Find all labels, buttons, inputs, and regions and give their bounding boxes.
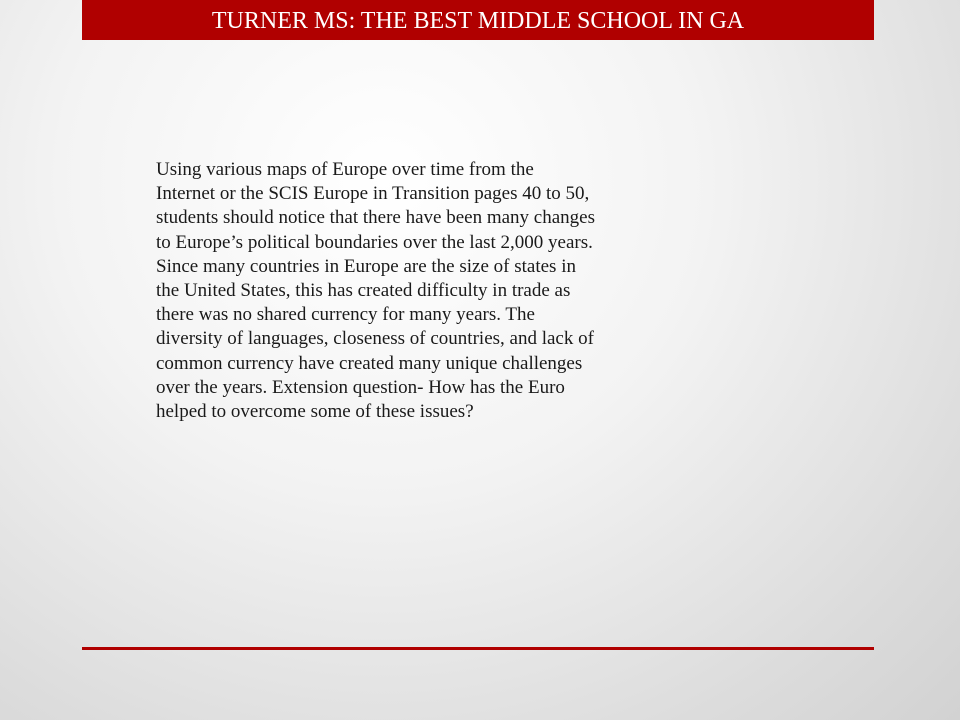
body-line: to Europe’s political boundaries over the last 2,000 years.	[156, 231, 593, 253]
body-line: students should notice that there have been many changes	[156, 207, 595, 229]
body-line: over the years. Extension question- How has the Euro	[156, 376, 565, 398]
body-line: Since many countries in Europe are the size of states in	[156, 255, 576, 277]
title-banner	[82, 0, 874, 40]
body-line: the United States, this has created difficulty in trade as	[156, 280, 571, 302]
slide-title: TURNER MS: THE BEST MIDDLE SCHOOL IN GA	[211, 7, 745, 34]
body-line: common currency have created many unique challenges	[156, 352, 583, 374]
body-line: Using various maps of Europe over time from the	[156, 159, 534, 180]
footer-divider	[82, 647, 874, 650]
body-paragraph	[156, 158, 731, 424]
body-line: helped to overcome some of these issues?	[156, 401, 474, 423]
body-line: diversity of languages, closeness of countries, and lack of	[156, 328, 594, 350]
body-line: there was no shared currency for many years. The	[156, 304, 535, 326]
body-line: Internet or the SCIS Europe in Transition pages 40 to 50,	[156, 183, 590, 205]
